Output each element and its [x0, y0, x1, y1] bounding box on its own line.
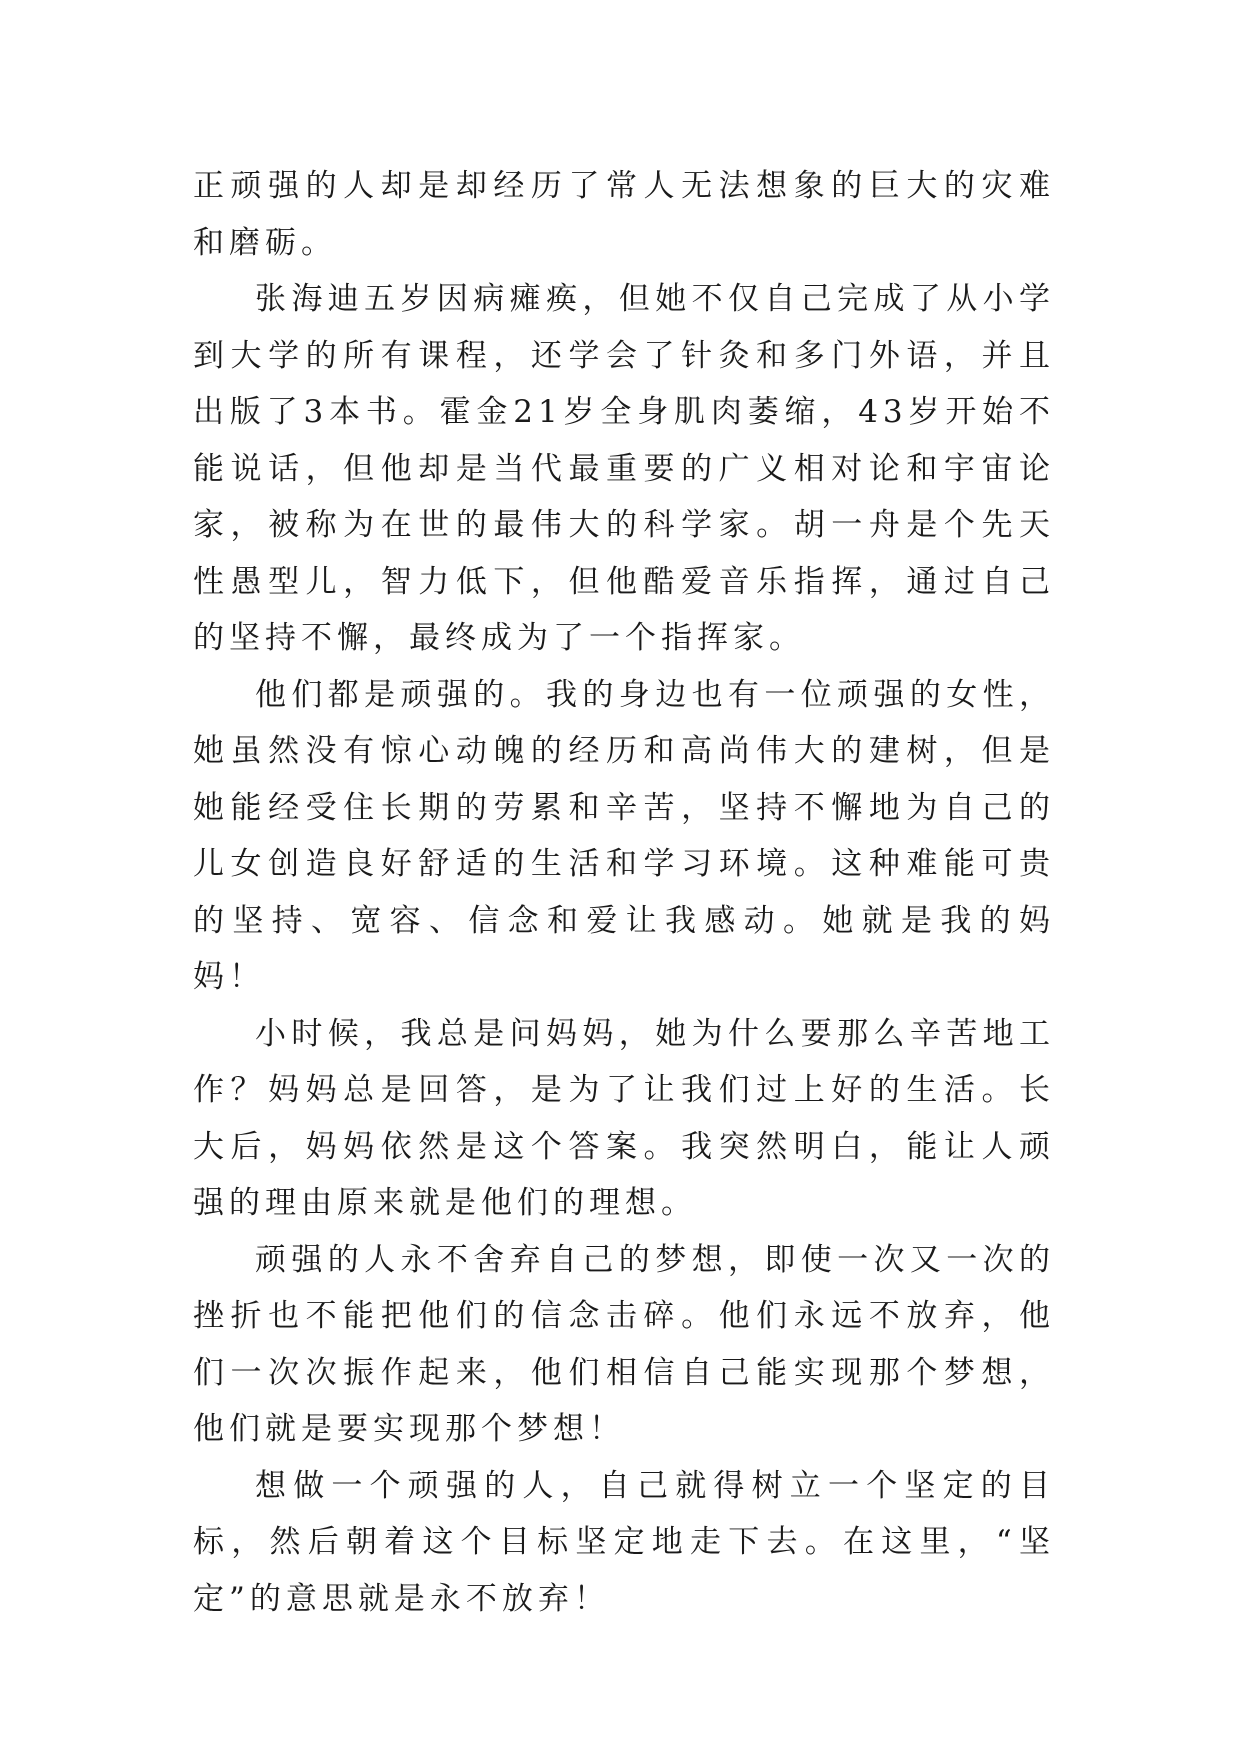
document-body	[193, 158, 1055, 1627]
paragraph-5: 顽强的人永不舍弃自己的梦想，即使一次又一次的挫折也不能把他们的信念击碎。他们永远不放弃，他们一次次振作起来，他们相信自己能实现那个梦想，他们就是要实现那个梦想！	[193, 1241, 1055, 1447]
paragraph-2: 张海迪五岁因病瘫痪，但她不仅自己完成了从小学到大学的所有课程，还学会了针灸和多门外语，并且出版了3本书。霍金21岁全身肌肉萎缩，43岁开始不能说话，但他却是当代最重要的广义相对论和宇宙论家，被称为在世的最伟大的科学家。胡一舟是个先天性愚型儿，智力低下，但他酷爱音乐指挥，通过自己的坚持不懈，最终成为了一个指挥家。	[193, 281, 1055, 656]
paragraph-3: 他们都是顽强的。我的身边也有一位顽强的女性，她虽然没有惊心动魄的经历和高尚伟大的建树，但是她能经受住长期的劳累和辛苦，坚持不懈地为自己的儿女创造良好舒适的生活和学习环境。这种难能可贵的坚持、宽容、信念和爱让我感动。她就是我的妈妈！	[193, 676, 1055, 995]
paragraph-6: 想做一个顽强的人，自己就得树立一个坚定的目标，然后朝着这个目标坚定地走下去。在这里，“坚定”的意思就是永不放弃！	[193, 1467, 1055, 1617]
paragraph-4: 小时候，我总是问妈妈，她为什么要那么辛苦地工作？妈妈总是回答，是为了让我们过上好的生活。长大后，妈妈依然是这个答案。我突然明白，能让人顽强的理由原来就是他们的理想。	[193, 1015, 1055, 1221]
paragraph-1: 正顽强的人却是却经历了常人无法想象的巨大的灾难和磨砺。	[193, 168, 1055, 261]
